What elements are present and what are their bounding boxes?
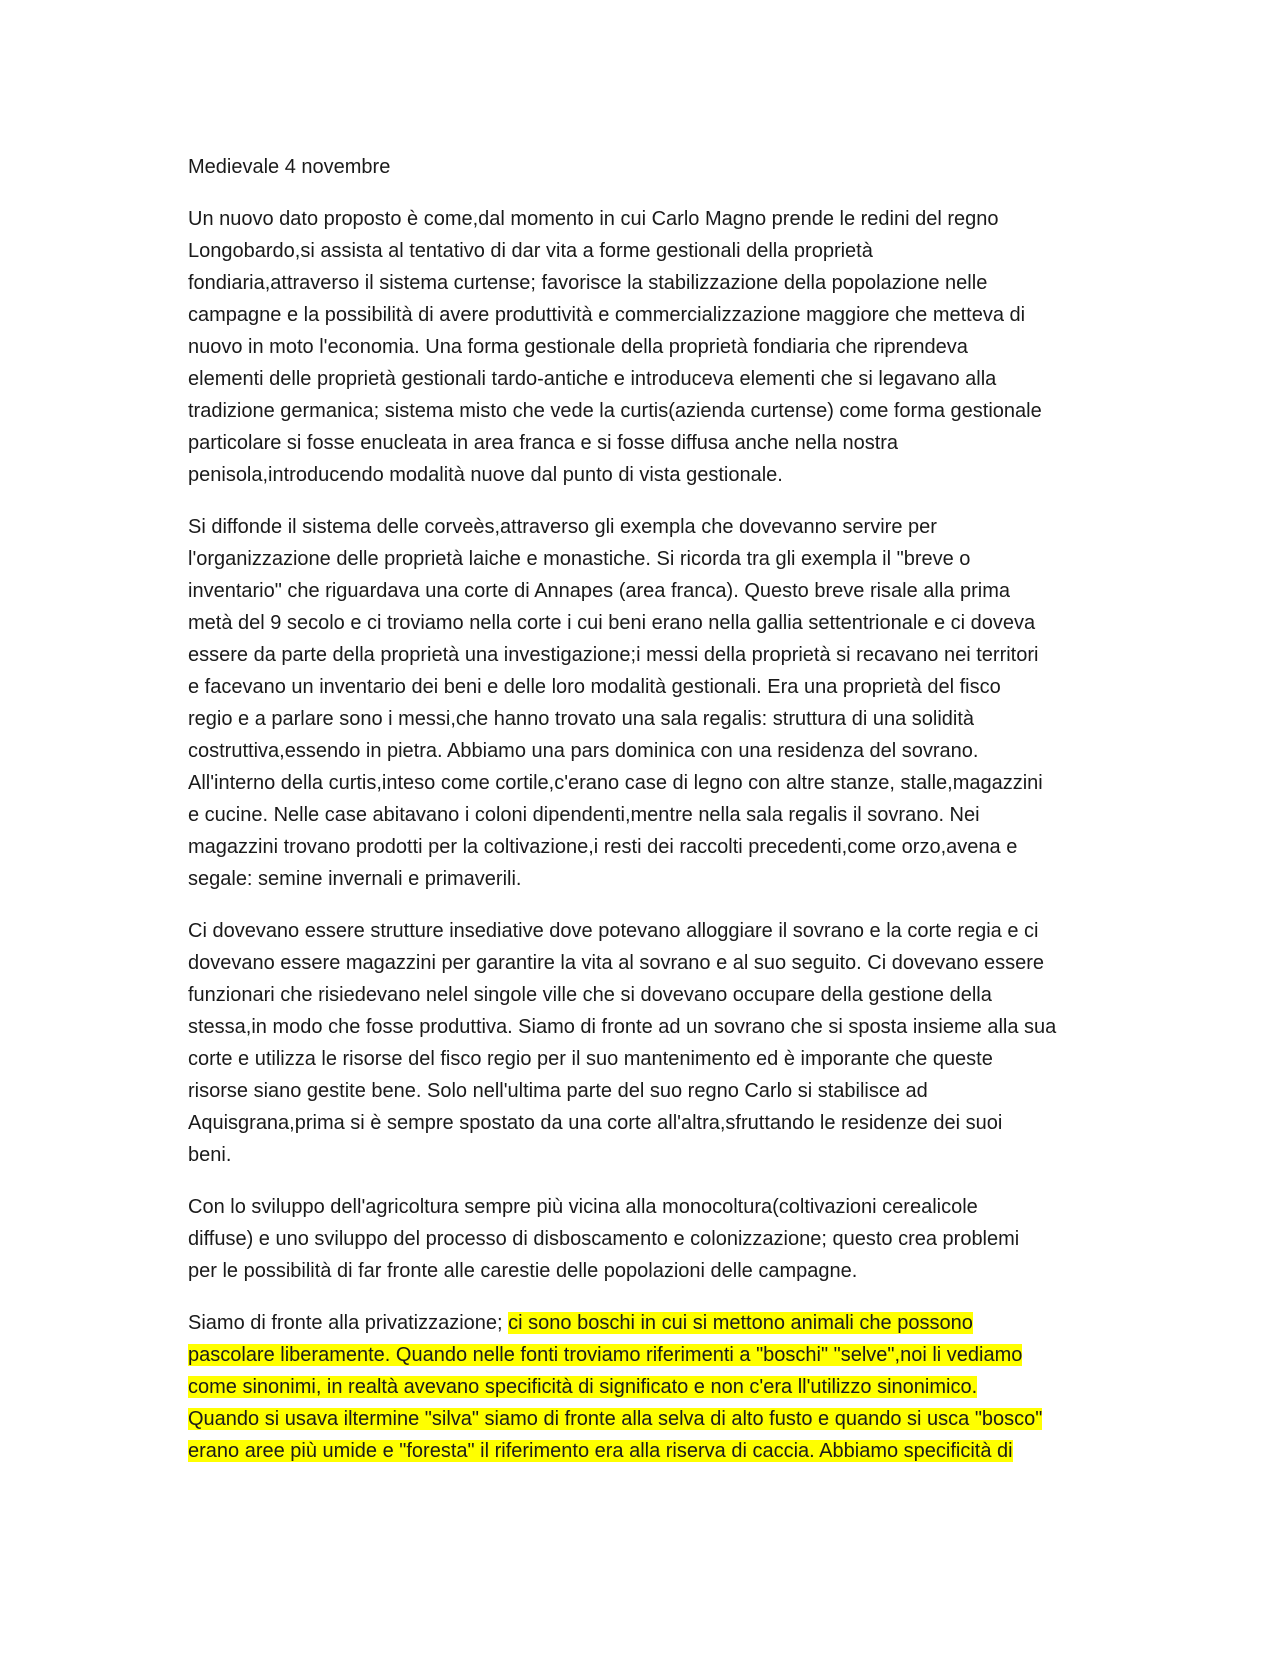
text-line: Longobardo,si assista al tentativo di dar vita a forme gestionali della proprietà (188, 240, 873, 262)
text-line: stessa,in modo che fosse produttiva. Siamo di fronte ad un sovrano che si sposta insieme alla sua (188, 1016, 1057, 1038)
paragraph-1 (188, 203, 1093, 491)
paragraph-lead-text: Siamo di fronte alla privatizzazione; (188, 1312, 509, 1334)
text-line: penisola,introducendo modalità nuove dal punto di vista gestionale. (188, 464, 783, 486)
text-line: magazzini trovano prodotti per la coltivazione,i resti dei raccolti precedenti,come orzo,avena e (188, 836, 1018, 858)
document-body (188, 151, 1093, 1487)
text-line: beni. (188, 1144, 232, 1166)
text-line: fondiaria,attraverso il sistema curtense; favorisce la stabilizzazione della popolazione nelle (188, 272, 988, 294)
text-line: e facevano un inventario dei beni e delle loro modalità gestionali. Era una proprietà del fisco (188, 676, 1001, 698)
text-line (188, 1339, 1093, 1371)
text-line: particolare si fosse enucleata in area franca e si fosse diffusa anche nella nostra (188, 432, 899, 454)
text-line: costruttiva,essendo in pietra. Abbiamo una pars dominica con una residenza del sovrano. (188, 740, 979, 762)
text-line: Si diffonde il sistema delle corveès,attraverso gli exempla che dovevanno servire per (188, 516, 937, 538)
text-line (188, 1371, 1093, 1403)
text-line: Ci dovevano essere strutture insediative dove potevano alloggiare il sovrano e la corte regia e ci (188, 920, 1039, 942)
text-line: per le possibilità di far fronte alle carestie delle popolazioni delle campagne. (188, 1260, 858, 1282)
highlighted-text: ci sono boschi in cui si mettono animali che possono (508, 1312, 973, 1334)
text-line: Aquisgrana,prima si è sempre spostato da una corte all'altra,sfruttando le residenze dei suoi (188, 1112, 1003, 1134)
paragraph-5-highlighted (188, 1307, 1093, 1467)
text-line (188, 1435, 1093, 1467)
text-line (188, 1307, 1093, 1339)
paragraph-2 (188, 511, 1093, 895)
text-line: campagne e la possibilità di avere produttività e commercializzazione maggiore che metteva di (188, 304, 1026, 326)
highlighted-text: pascolare liberamente. Quando nelle fonti troviamo riferimenti a "boschi" "selve",noi li vediamo (188, 1344, 1023, 1366)
text-line: essere da parte della proprietà una investigazione;i messi della proprietà si recavano nei territori (188, 644, 1039, 666)
text-line: Un nuovo dato proposto è come,dal momento in cui Carlo Magno prende le redini del regno (188, 208, 999, 230)
text-line: tradizione germanica; sistema misto che vede la curtis(azienda curtense) come forma gestionale (188, 400, 1042, 422)
text-line: diffuse) e uno sviluppo del processo di disboscamento e colonizzazione; questo crea problemi (188, 1228, 1020, 1250)
text-line: corte e utilizza le risorse del fisco regio per il suo mantenimento ed è imporante che queste (188, 1048, 993, 1070)
text-line: e cucine. Nelle case abitavano i coloni dipendenti,mentre nella sala regalis il sovrano. Nei (188, 804, 980, 826)
text-line: regio e a parlare sono i messi,che hanno trovato una sala regalis: struttura di una solidità (188, 708, 975, 730)
text-line: inventario" che riguardava una corte di Annapes (area franca). Questo breve risale alla prima (188, 580, 1010, 602)
text-line: metà del 9 secolo e ci troviamo nella corte i cui beni erano nella gallia settentrionale e ci doveva (188, 612, 1036, 634)
document-title: Medievale 4 novembre (188, 156, 391, 178)
paragraph-3 (188, 915, 1093, 1171)
text-line: dovevano essere magazzini per garantire la vita al sovrano e al suo seguito. Ci dovevano essere (188, 952, 1045, 974)
text-line: segale: semine invernali e primaverili. (188, 868, 522, 890)
paragraph-4 (188, 1191, 1093, 1287)
highlighted-text: come sinonimi, in realtà avevano specificità di significato e non c'era ll'utilizzo sinonimico. (188, 1376, 978, 1398)
text-line: All'interno della curtis,inteso come cortile,c'erano case di legno con altre stanze, stalle,magazzini (188, 772, 1043, 794)
text-line: Con lo sviluppo dell'agricoltura sempre più vicina alla monocoltura(coltivazioni cerealicole (188, 1196, 978, 1218)
text-line (188, 1403, 1093, 1435)
text-line: risorse siano gestite bene. Solo nell'ultima parte del suo regno Carlo si stabilisce ad (188, 1080, 928, 1102)
highlighted-text: Quando si usava iltermine "silva" siamo di fronte alla selva di alto fusto e quando si usca "bosco" (188, 1408, 1043, 1430)
text-line: l'organizzazione delle proprietà laiche e monastiche. Si ricorda tra gli exempla il "breve o (188, 548, 971, 570)
text-line: nuovo in moto l'economia. Una forma gestionale della proprietà fondiaria che riprendeva (188, 336, 968, 358)
text-line: funzionari che risiedevano nelel singole ville che si dovevano occupare della gestione della (188, 984, 992, 1006)
highlighted-text: erano aree più umide e "foresta" il riferimento era alla riserva di caccia. Abbiamo specificità di (188, 1440, 1013, 1462)
text-line: elementi delle proprietà gestionali tardo-antiche e introduceva elementi che si legavano alla (188, 368, 997, 390)
